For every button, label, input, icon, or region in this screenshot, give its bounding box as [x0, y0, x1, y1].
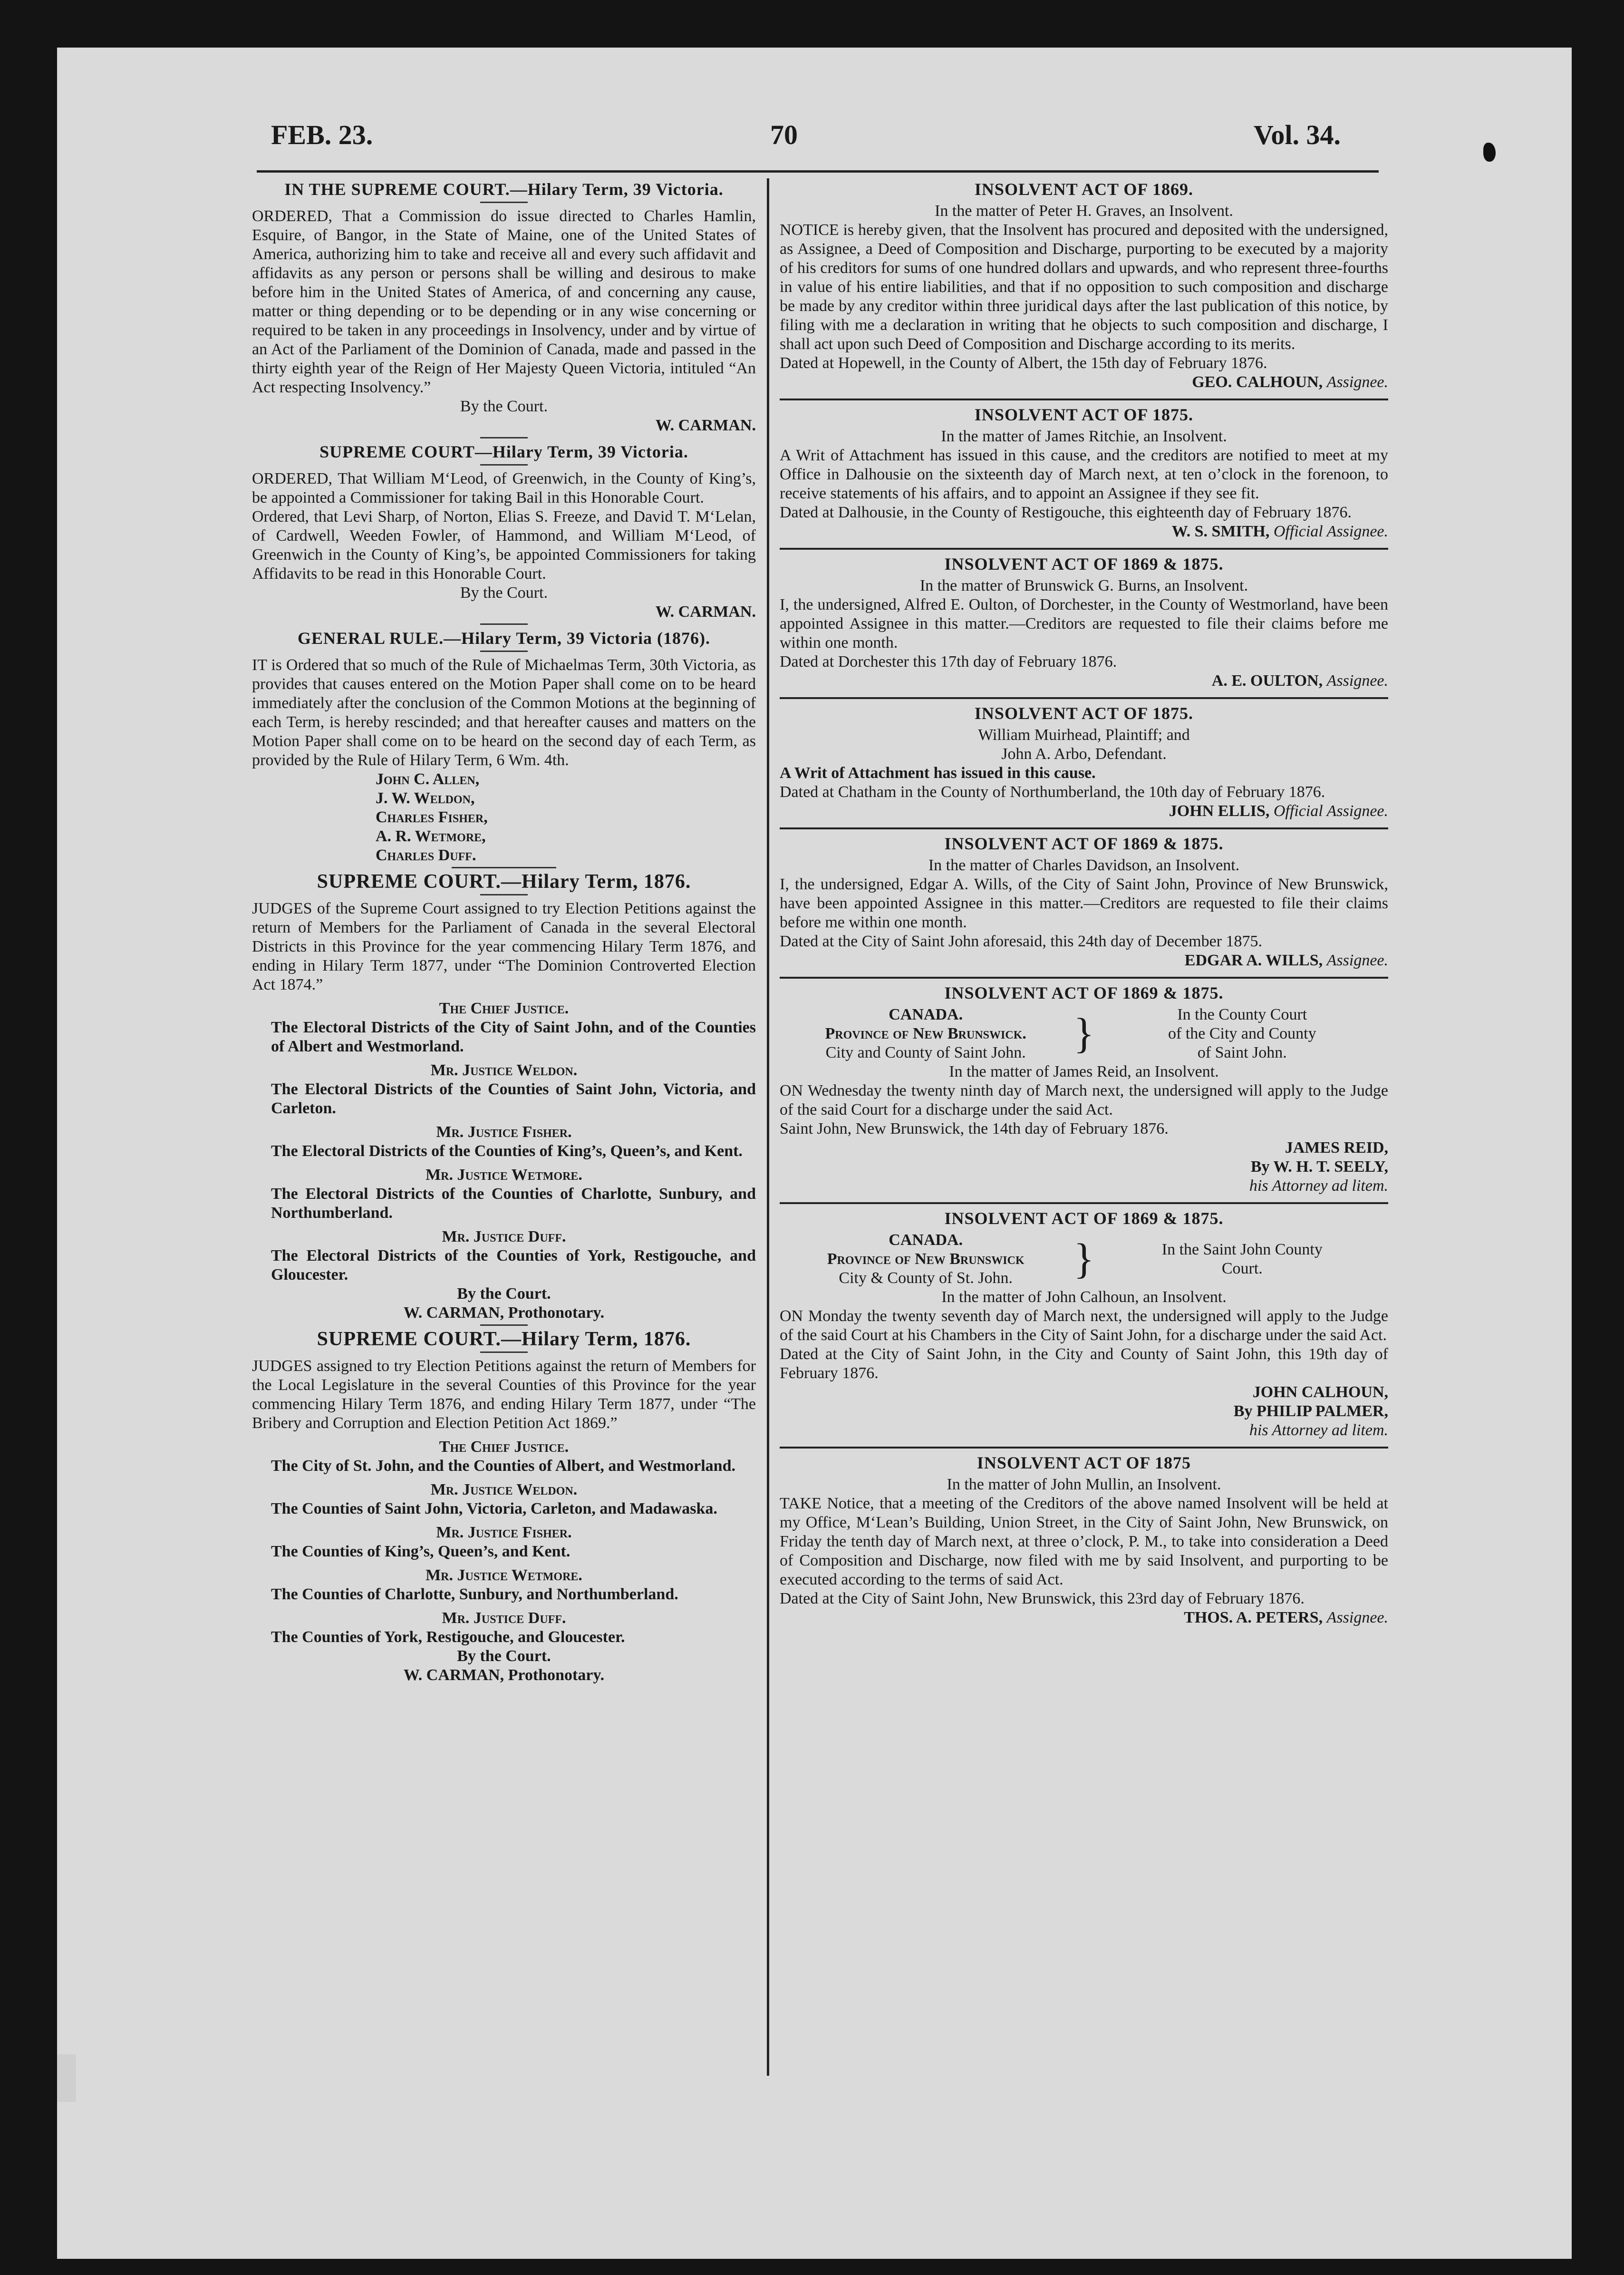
notice-paragraph: I, the undersigned, Edgar A. Wills, of the City of Saint John, Province of New Brunswick, have been appointed Assignee in this matter.—Creditors are requested to file their claims before me within one month. [780, 875, 1388, 931]
judge-name: Mr. Justice Wetmore. [425, 1566, 582, 1584]
notice-matter: In the matter of Peter H. Graves, an Insolvent. [935, 202, 1233, 220]
header-date: FEB. 23. [271, 119, 373, 150]
judge-counties: The City of St. John, and the Counties of Albert, and Westmorland. [271, 1457, 735, 1475]
ink-blot [1483, 143, 1496, 162]
notice-title: INSOLVENT ACT OF 1869 & 1875. [944, 554, 1224, 574]
notice-dated: Dated at Dorchester this 17th day of February 1876. [780, 653, 1117, 671]
caption-line: Province of New Brunswick. [825, 1025, 1026, 1042]
insolvent-notice-graves [780, 180, 1388, 392]
notice-paragraph: ON Monday the twenty seventh day of March next, the undersigned will apply to the Judge of the said Court at his Chambers in the City of Saint John, for a discharge under the said Act. [780, 1307, 1388, 1344]
notice-general-rule [252, 629, 756, 865]
notice-signature: W. CARMAN, Prothonotary. [403, 1304, 605, 1322]
judge-name: Mr. Justice Weldon. [430, 1061, 578, 1079]
by-the-court: By the Court. [460, 398, 548, 415]
short-rule [480, 437, 528, 438]
court-caption [780, 1231, 1388, 1288]
judge-districts: The Electoral Districts of the Counties of Charlotte, Sunbury, and Northumberland. [271, 1185, 756, 1222]
judge-signature: Charles Duff. [376, 846, 476, 864]
judge-signature: A. R. Wetmore, [376, 827, 486, 845]
section-rule [780, 1202, 1388, 1204]
notice-signature: EDGAR A. WILLS, [1184, 952, 1323, 969]
judge-districts: The Electoral Districts of the Counties of Saint John, Victoria, and Carleton. [271, 1080, 756, 1117]
court-caption [780, 1005, 1388, 1062]
notice-commissioners [252, 442, 756, 622]
notice-paragraph: ORDERED, That William M‘Leod, of Greenwich, in the County of King’s, be appointed a Commissioner for taking Bail in this Honorable Court. [252, 470, 756, 506]
judge-name: Mr. Justice Fisher. [436, 1123, 572, 1141]
notice-role: Official Assignee. [1273, 523, 1388, 540]
notice-local-judges [252, 1330, 756, 1685]
notice-dated: Dated at the City of Saint John, New Brunswick, this 23rd day of February 1876. [780, 1590, 1305, 1607]
notice-role: his Attorney ad litem. [1249, 1177, 1388, 1195]
notice-role: his Attorney ad litem. [1249, 1421, 1388, 1439]
notice-paragraph: ON Wednesday the twenty ninth day of March next, the undersigned will apply to the Judge of the said Court for a discharge under the said Act. [780, 1082, 1388, 1118]
judge-counties: The Counties of Charlotte, Sunbury, and Northumberland. [271, 1585, 678, 1603]
judge-districts: The Electoral Districts of the Counties of King’s, Queen’s, and Kent. [271, 1142, 743, 1160]
notice-dominion-judges [252, 872, 756, 1322]
caption-line: of the City and County [1168, 1025, 1316, 1042]
notice-paragraph: JUDGES assigned to try Election Petitions against the return of Members for the Local Legislature in the several Counties of this Province for the year commencing Hilary Term 1876, and ending Hilary Term 1877, under “The Bribery and Corruption and Election Petition Act 1869.” [252, 1357, 756, 1432]
notice-signature: W. CARMAN. [655, 603, 756, 621]
notice-matter: In the matter of Brunswick G. Burns, an Insolvent. [919, 577, 1248, 594]
judge-name: Mr. Justice Fisher. [436, 1524, 572, 1541]
notice-title: SUPREME COURT.—Hilary Term, 1876. [317, 871, 691, 893]
volume-number: Vol. 34. [1253, 119, 1341, 150]
caption-line: of Saint John. [1197, 1044, 1287, 1061]
caption-line: City & County of St. John. [839, 1269, 1013, 1287]
notice-party: William Muirhead, Plaintiff; and [978, 726, 1190, 744]
notice-matter: In the matter of James Ritchie, an Insolvent. [941, 428, 1227, 445]
section-rule [780, 399, 1388, 400]
page-number: 70 [770, 119, 798, 150]
notice-title: SUPREME COURT.—Hilary Term, 1876. [317, 1328, 691, 1350]
judge-signature: John C. Allen, [376, 770, 480, 788]
notice-title: INSOLVENT ACT OF 1869. [974, 180, 1194, 199]
short-rule [480, 894, 528, 895]
caption-line: CANADA. [889, 1231, 963, 1249]
notice-signature: A. E. OULTON, [1211, 672, 1323, 690]
notice-title: SUPREME COURT—Hilary Term, 39 Victoria. [319, 442, 688, 461]
section-rule [780, 548, 1388, 550]
short-rule [480, 623, 528, 625]
notice-paragraph: A Writ of Attachment has issued in this cause, and the creditors are notified to meet at my Office in Dalhousie on the sixteenth day of March next, at ten o’clock in the forenoon, to receive statements of his affairs, and to appoint an Assignee if they see fit. [780, 447, 1388, 502]
insolvent-notice-burns [780, 554, 1388, 690]
brace-glyph: } [1073, 1235, 1094, 1283]
notice-signature: W. CARMAN. [655, 417, 756, 434]
short-rule [452, 867, 556, 868]
notice-matter: In the matter of John Calhoun, an Insolvent. [941, 1288, 1227, 1306]
caption-line: In the Saint John County [1161, 1241, 1323, 1258]
insolvent-notice-davidson [780, 834, 1388, 970]
caption-line: In the County Court [1177, 1006, 1307, 1023]
notice-dated: Dated at Hopewell, in the County of Albert, the 15th day of February 1876. [780, 354, 1267, 372]
notice-title: INSOLVENT ACT OF 1869 & 1875. [944, 1209, 1224, 1228]
short-rule [480, 464, 528, 466]
insolvent-notice-reid [780, 983, 1388, 1196]
brace-glyph: } [1073, 1010, 1094, 1057]
judge-districts: The Electoral Districts of the Counties of York, Restigouche, and Gloucester. [271, 1247, 756, 1283]
insolvent-notice-muirhead [780, 704, 1388, 821]
notice-signature: By PHILIP PALMER, [1233, 1402, 1388, 1420]
judge-signature: J. W. Weldon, [376, 789, 475, 807]
caption-line: Province of New Brunswick [827, 1250, 1025, 1268]
notice-paragraph: JUDGES of the Supreme Court assigned to try Election Petitions against the return of Members for the Parliament of Canada in the several Electoral Districts in this Province for the year commencing Hilary Term 1876, and ending in Hilary Term 1877, under “The Dominion Controverted Election Act 1874.” [252, 900, 756, 993]
notice-signature: GEO. CALHOUN, [1192, 373, 1323, 391]
notice-matter: In the matter of James Reid, an Insolvent. [949, 1063, 1219, 1080]
judge-name: The Chief Justice. [439, 1438, 569, 1456]
notice-signature: JAMES REID, [1285, 1139, 1388, 1157]
notice-role: Assignee. [1326, 373, 1388, 391]
notice-signature: W. CARMAN, Prothonotary. [403, 1666, 605, 1684]
notice-title: INSOLVENT ACT OF 1875. [974, 704, 1194, 723]
judge-districts: The Electoral Districts of the City of Saint John, and of the Counties of Albert and Westmorland. [271, 1019, 756, 1055]
section-rule [780, 827, 1388, 829]
short-rule [480, 651, 528, 652]
notice-party: John A. Arbo, Defendant. [1001, 745, 1167, 763]
notice-paragraph: Ordered, that Levi Sharp, of Norton, Elias S. Freeze, and David T. M‘Lelan, of Cardwell, Weeden Fowler, of Hammond, and William M‘Leod, of Greenwich in the County of King’s, be appointed Commissioners for taking Affidavits to be read in this Honorable Court. [252, 508, 756, 583]
judge-counties: The Counties of York, Restigouche, and Gloucester. [271, 1628, 625, 1646]
column-rule [767, 178, 769, 2076]
insolvent-notice-mullin [780, 1453, 1388, 1627]
notice-signature: JOHN ELLIS, [1169, 802, 1270, 820]
notice-title: IN THE SUPREME COURT.—Hilary Term, 39 Victoria. [284, 180, 724, 199]
judge-counties: The Counties of King’s, Queen’s, and Kent. [271, 1543, 570, 1560]
judge-name: The Chief Justice. [439, 1000, 569, 1017]
insolvent-notice-ritchie [780, 405, 1388, 541]
notice-title: INSOLVENT ACT OF 1875. [974, 405, 1194, 424]
short-rule [480, 1324, 528, 1326]
notice-role: Assignee. [1326, 672, 1388, 690]
short-rule [480, 1351, 528, 1353]
by-the-court: By the Court. [460, 584, 548, 602]
notice-paragraph: I, the undersigned, Alfred E. Oulton, of Dorchester, in the County of Westmorland, have been appointed Assignee in this matter.—Creditors are requested to file their claims before me within one month. [780, 596, 1388, 651]
caption-line: CANADA. [889, 1006, 963, 1023]
judge-name: Mr. Justice Wetmore. [425, 1166, 582, 1184]
notice-dated: Saint John, New Brunswick, the 14th day of February 1876. [780, 1120, 1169, 1138]
notice-title: INSOLVENT ACT OF 1875 [976, 1453, 1191, 1472]
notice-role: Assignee. [1326, 1609, 1388, 1626]
notice-paragraph: NOTICE is hereby given, that the Insolvent has procured and deposited with the undersigned, as Assignee, a Deed of Composition and Discharge, purporting to be executed by a majority of his creditors for sums of one hundred dollars and upwards, and who represent three-fourths in value of his entire liabilities, and that if no opposition to such composition and discharge be made by any creditor within three juridical days after the last publication of this notice, by filing with me a declaration in writing that he objects to such composition and discharge, I shall act upon such Deed of Composition and Discharge according to its merits. [780, 221, 1388, 353]
paper-edge-tab [57, 2054, 76, 2102]
notice-matter: In the matter of Charles Davidson, an Insolvent. [928, 856, 1240, 874]
section-rule [780, 1447, 1388, 1449]
notice-signature: By W. H. T. SEELY, [1250, 1158, 1388, 1176]
notice-signature: JOHN CALHOUN, [1252, 1383, 1388, 1401]
insolvent-notice-calhoun [780, 1209, 1388, 1440]
notice-title: GENERAL RULE.—Hilary Term, 39 Victoria (1876). [298, 629, 710, 648]
notice-dated: Dated at Dalhousie, in the County of Restigouche, this eighteenth day of February 1876. [780, 504, 1352, 521]
judge-signature: Charles Fisher, [376, 808, 488, 826]
notice-title: INSOLVENT ACT OF 1869 & 1875. [944, 983, 1224, 1002]
notice-role: Official Assignee. [1273, 802, 1388, 820]
right-column [780, 177, 1388, 1627]
notice-commission [252, 180, 756, 435]
notice-signature: THOS. A. PETERS, [1184, 1609, 1323, 1626]
caption-line: City and County of Saint John. [825, 1044, 1026, 1061]
judge-name: Mr. Justice Duff. [442, 1609, 566, 1627]
notice-paragraph: A Writ of Attachment has issued in this cause. [780, 764, 1096, 782]
notice-paragraph: IT is Ordered that so much of the Rule of Michaelmas Term, 30th Victoria, as provides that causes entered on the Motion Paper shall come on to be heard immediately after the conclusion of the Common Motions at the beginning of each Term, is hereby rescinded; and that hereafter causes and matters on the Motion Paper shall come on to be heard on the second day of each Term, as provided by the Rule of Hilary Term, 6 Wm. 4th. [252, 656, 756, 769]
notice-paragraph: ORDERED, That a Commission do issue directed to Charles Hamlin, Esquire, of Bangor, in the State of Maine, one of the United States of America, authorizing him to take and receive all and every such affidavit and affidavits as any person or persons shall be willing and desirous to make before him in the United States of America, of and concerning any cause, matter or thing depending or to be depending or in any wise concerning or required to be taken in any proceedings in Insolvency, under and by virtue of an Act of the Parliament of the Dominion of Canada, made and passed in the thirty eighth year of the Reign of Her Majesty Queen Victoria, intituled “An Act respecting Insolvency.” [252, 207, 756, 396]
notice-dated: Dated at the City of Saint John, in the City and County of Saint John, this 19th day of February 1876. [780, 1345, 1388, 1382]
notice-dated: Dated at the City of Saint John aforesaid, this 24th day of December 1875. [780, 933, 1263, 950]
notice-matter: In the matter of John Mullin, an Insolvent. [947, 1476, 1221, 1493]
notice-signature: W. S. SMITH, [1171, 523, 1270, 540]
notice-title: INSOLVENT ACT OF 1869 & 1875. [944, 834, 1224, 853]
judge-counties: The Counties of Saint John, Victoria, Carleton, and Madawaska. [271, 1500, 717, 1517]
by-the-court: By the Court. [457, 1647, 551, 1665]
judge-name: Mr. Justice Duff. [442, 1228, 566, 1245]
notice-role: Assignee. [1326, 952, 1388, 969]
header-rule [257, 170, 1379, 173]
section-rule [780, 977, 1388, 979]
left-column [252, 177, 756, 1685]
notice-dated: Dated at Chatham in the County of Northumberland, the 10th day of February 1876. [780, 783, 1325, 801]
short-rule [480, 202, 528, 203]
notice-paragraph: TAKE Notice, that a meeting of the Creditors of the above named Insolvent will be held at my Office, M‘Lean’s Building, Union Street, in the City of Saint John, New Brunswick, on Friday the tenth day of March next, at three o’clock, P. M., to take into consideration a Deed of Composition and Discharge, now filed with me by said Insolvent, and purporting to be executed according to the terms of said Act. [780, 1495, 1388, 1588]
by-the-court: By the Court. [457, 1285, 551, 1303]
caption-line: Court. [1221, 1260, 1263, 1277]
section-rule [780, 697, 1388, 699]
judge-name: Mr. Justice Weldon. [430, 1481, 578, 1498]
